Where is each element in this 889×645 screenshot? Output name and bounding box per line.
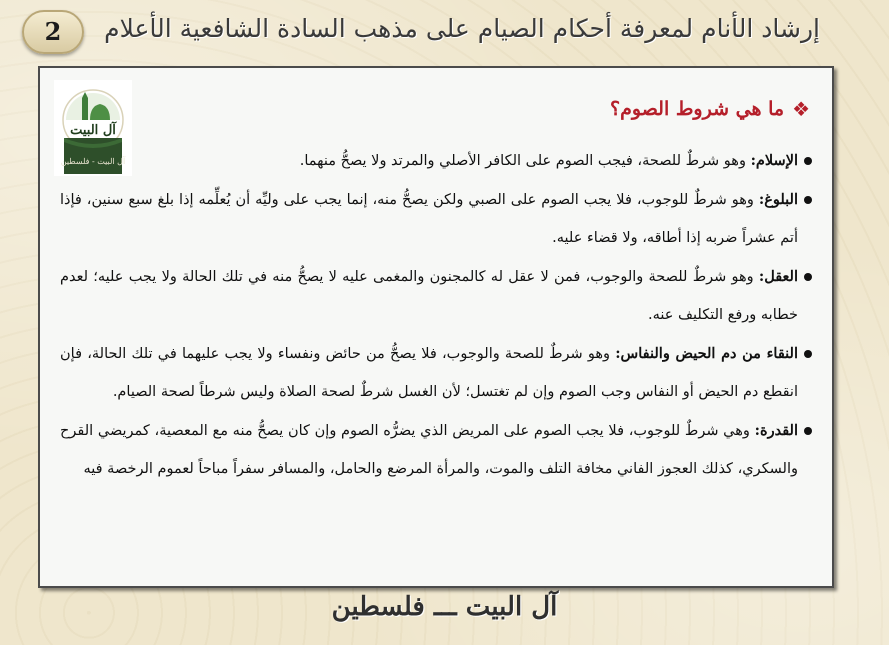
item-term: العقل: — [758, 268, 798, 285]
item-term: الإسلام: — [750, 152, 798, 169]
bullet-dot-icon — [804, 427, 812, 435]
content-panel — [38, 66, 834, 588]
logo-caption: آل البيت - فلسطين — [60, 157, 126, 166]
list-item — [60, 412, 812, 488]
item-text: وهو شرطٌ للوجوب، فلا يجب الصوم على الصبي ولكن يصحُّ منه، إنما يجب على وليِّه أن يُعلِّمه إذا بلغ سبع سنين، فإذا أتم عشراً ضربه إذا أطاقه، ولا قضاء عليه. — [60, 192, 798, 246]
list-item — [60, 335, 812, 411]
question-title: ما هي شروط الصوم؟ — [610, 98, 785, 120]
minaret-icon — [82, 92, 88, 120]
item-term: البلوغ: — [758, 191, 798, 208]
bullet-dot-icon — [804, 273, 812, 281]
conditions-list — [60, 142, 812, 488]
bullet-dot-icon — [804, 350, 812, 358]
item-term: القدرة: — [754, 422, 798, 439]
item-text: وهو شرطٌ للصحة والوجوب، فلا يصحُّ من حائض ونفساء ولا يجب عليهما في تلك الحالة، فإن انقطع دم الحيض أو النفاس وجب الصوم وإن لم تغتسل؛ لأن الغسل شرطٌ لصحة الصلاة وليس شرطاً لصحة الصيام. — [60, 346, 798, 400]
item-term: النقاء من دم الحيض والنفاس: — [615, 345, 798, 362]
diamond-bullet-icon: ❖ — [792, 97, 810, 121]
item-text: وهي شرطٌ للوجوب، فلا يجب الصوم على المريض الذي يضرُّه الصوم وإن كان يصحُّ منه مع المعصية، كمريضي القرح والسكري، كذلك العجوز الفاني مخافة التلف والموت، والمرأة المرضع والحامل، والمسافر سفراً مباحاً لعموم الرخصة فيه — [60, 423, 798, 477]
item-text: وهو شرطٌ للصحة، فيجب الصوم على الكافر الأصلي والمرتد ولا يصحُّ منهما. — [299, 153, 751, 169]
bullet-dot-icon — [804, 157, 812, 165]
list-item — [60, 181, 812, 257]
footer-signature: آل البيت ـــ فلسطين — [331, 592, 558, 622]
bullet-dot-icon — [804, 196, 812, 204]
section-heading — [610, 98, 810, 120]
book-title: إرشاد الأنام لمعرفة أحكام الصيام على مذهب السادة الشافعية الأعلام — [104, 14, 820, 43]
list-item — [60, 258, 812, 334]
list-item — [60, 142, 812, 180]
item-text: وهو شرطٌ للصحة والوجوب، فمن لا عقل له كالمجنون والمغمى عليه لا يصحُّ منه في تلك الحالة ولا يجب عليه؛ لعدم خطابه ورفع التكليف عنه. — [60, 269, 798, 323]
page-number-badge: 2 — [22, 10, 84, 54]
logo-title: آل البيت — [70, 123, 116, 138]
